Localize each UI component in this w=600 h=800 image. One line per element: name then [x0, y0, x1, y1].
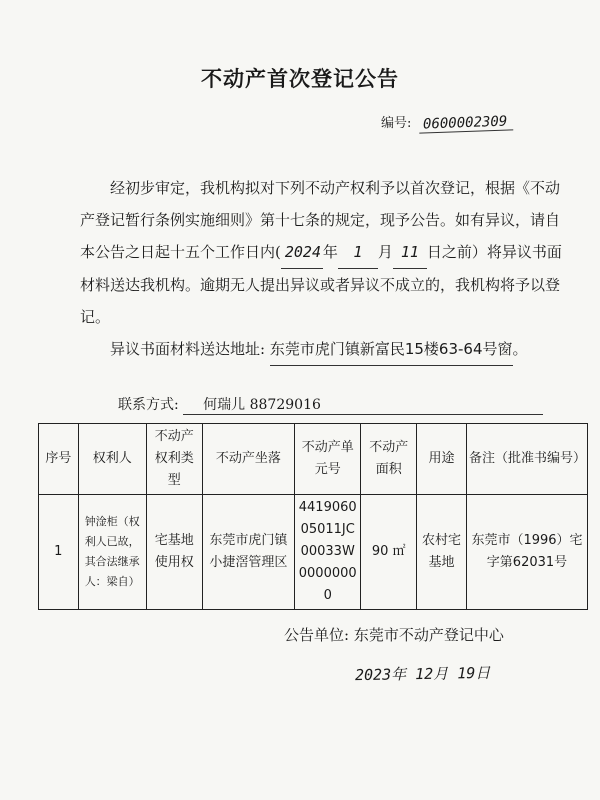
- col-header-remark: 备注（批准书编号）: [466, 424, 587, 495]
- table-header-row: [39, 424, 588, 495]
- cell-right-type: 宅基地使用权: [146, 495, 202, 610]
- paragraph-1-tail: 之前）将异议书面材料送达我机构。逾期无人提出异议或者异议不成立的，我机构将予以登记。: [80, 243, 562, 326]
- cell-location: 东莞市虎门镇小捷滘管理区: [202, 495, 295, 610]
- deadline-month-unit: 月: [377, 243, 393, 261]
- cell-area: 90 ㎡: [361, 495, 417, 610]
- issuer-value: 东莞市不动产登记中心: [353, 626, 504, 644]
- serial-label: 编号:: [381, 116, 412, 131]
- address-label: 异议书面材料送达地址:: [110, 340, 266, 358]
- cell-holder: 钟淦柜（权利人已故，其合法继承人：梁自）: [78, 495, 146, 610]
- col-header-right-type: 不动产权利类型: [146, 424, 202, 495]
- col-header-unit-no: 不动产单元号: [295, 424, 361, 495]
- cell-remark: 东莞市（1996）宅字第62031号: [466, 495, 587, 610]
- contact-line: [118, 394, 600, 415]
- issuer-line: [284, 624, 504, 645]
- issue-date: 2023年 12月 19日: [354, 663, 491, 685]
- col-header-location: 不动产坐落: [202, 424, 295, 495]
- cell-unit-no: 441906005011JC00033W00000000: [295, 495, 361, 610]
- document-title: 不动产首次登记公告: [201, 67, 399, 91]
- address-value: 东莞市虎门镇新富民15楼63-64号窗: [270, 333, 513, 366]
- deadline-day-unit: 日: [426, 243, 442, 261]
- deadline-month: 1: [338, 236, 378, 269]
- serial-number: [381, 112, 513, 132]
- contact-label: 联系方式:: [118, 397, 179, 413]
- deadline-day: 11: [393, 236, 427, 269]
- col-header-usage: 用途: [417, 424, 467, 495]
- cell-no: 1: [39, 495, 79, 610]
- cell-usage: 农村宅基地: [417, 495, 467, 610]
- table-row: [39, 495, 588, 610]
- issuer-label: 公告单位:: [284, 626, 350, 644]
- registration-table: [38, 423, 588, 610]
- paragraph-main: [80, 172, 562, 333]
- deadline-year-unit: 年: [322, 243, 338, 261]
- paragraph-address: [80, 333, 562, 366]
- col-header-holder: 权利人: [78, 424, 146, 495]
- deadline-year: 2024: [281, 236, 323, 269]
- paragraph-1-text: 经初步审定，我机构拟对下列不动产权利予以首次登记，根据《不动产登记暂行条例实施细则》第十七条的规定，现予公告。如有异议，请自本公告之日起十五个工作日内(: [80, 179, 561, 261]
- address-end: 。: [512, 340, 528, 358]
- announcement-body: [80, 172, 562, 366]
- serial-value: 0600002309: [418, 113, 513, 133]
- contact-value: 何瑞儿 88729016: [183, 394, 543, 415]
- col-header-area: 不动产面积: [361, 424, 417, 495]
- col-header-no: 序号: [39, 424, 79, 495]
